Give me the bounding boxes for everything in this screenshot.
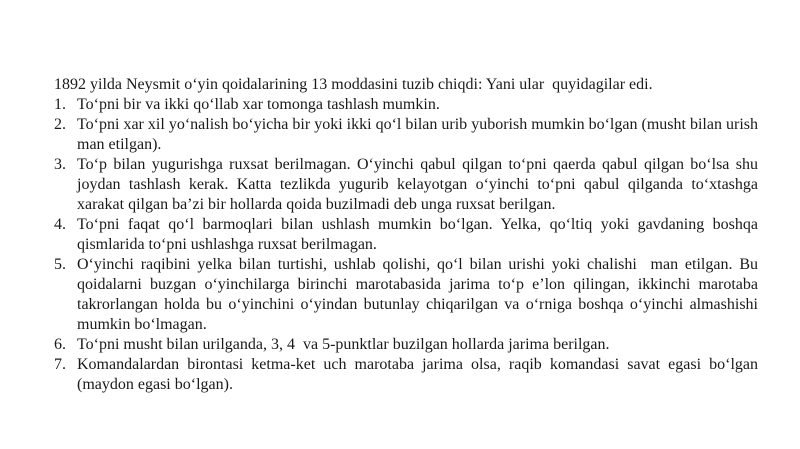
rule-text: To‘p bilan yugurishga ruxsat berilmagan. O‘yinchi qabul qilgan to‘pni qaerda qabul qilgan bo‘lsa shu joydan tashlash kerak. Katta tezlikda yugurib kelayotgan o‘yinchi to‘pni qabul qilganda to‘xtashga xarakat qilgan ba’zi bir hollarda qoida buzilmadi deb unga ruxsat berilgan.: [77, 156, 762, 213]
rule-text: To‘pni faqat qo‘l barmoqlari bilan ushlash mumkin bo‘lgan. Yelka, qo‘ltiq yoki gavdaning boshqa qismlarida to‘pni ushlashga ruxsat berilmagan.: [77, 216, 762, 253]
rule-number: 2.: [54, 116, 66, 133]
rule-text: To‘pni musht bilan urilganda, 3, 4 va 5-punktlar buzilgan hollarda jarima berilgan.: [77, 336, 610, 353]
rule-number: 3.: [54, 156, 66, 173]
document-body: [54, 75, 762, 395]
rule-text: Komandalardan birontasi ketma-ket uch marotaba jarima olsa, raqib komandasi savat egasi bo‘lgan (maydon egasi bo‘lgan).: [77, 356, 762, 393]
rule-item-1: [54, 95, 758, 115]
rule-item-4: [54, 215, 762, 255]
rule-item-6: [54, 335, 758, 355]
rule-item-2: [54, 115, 762, 155]
intro-paragraph: 1892 yilda Neysmit o‘yin qoidalarining 13 moddasini tuzib chiqdi: Yani ular quyidagilar edi.: [54, 76, 653, 93]
rule-number: 7.: [54, 356, 66, 373]
rule-item-5: [54, 255, 762, 335]
rule-number: 5.: [54, 256, 66, 273]
rule-text: To‘pni xar xil yo‘nalish bo‘yicha bir yoki ikki qo‘l bilan urib yuborish mumkin bo‘lgan (musht bilan urish man etilgan).: [77, 116, 762, 153]
rule-number: 1.: [54, 96, 66, 113]
rule-text: O‘yinchi raqibini yelka bilan turtishi, ushlab qolishi, qo‘l bilan urishi yoki chalishi man etilgan. Bu qoidalarni buzgan o‘yinchilarga birinchi marotabasida jarima to‘p e’lon qilingan, ikkinchi marotaba takrorlangan holda bu o‘yinchini o‘yindan butunlay chiqarilgan va o‘rniga boshqa o‘yinchi almashishi mumkin bo‘lmagan.: [77, 256, 762, 333]
rule-item-7: [54, 355, 762, 395]
rule-text: To‘pni bir va ikki qo‘llab xar tomonga tashlash mumkin.: [77, 96, 440, 113]
rule-item-3: [54, 155, 762, 215]
rule-number: 4.: [54, 216, 66, 233]
rules-list: [54, 95, 762, 395]
rule-number: 6.: [54, 336, 66, 353]
